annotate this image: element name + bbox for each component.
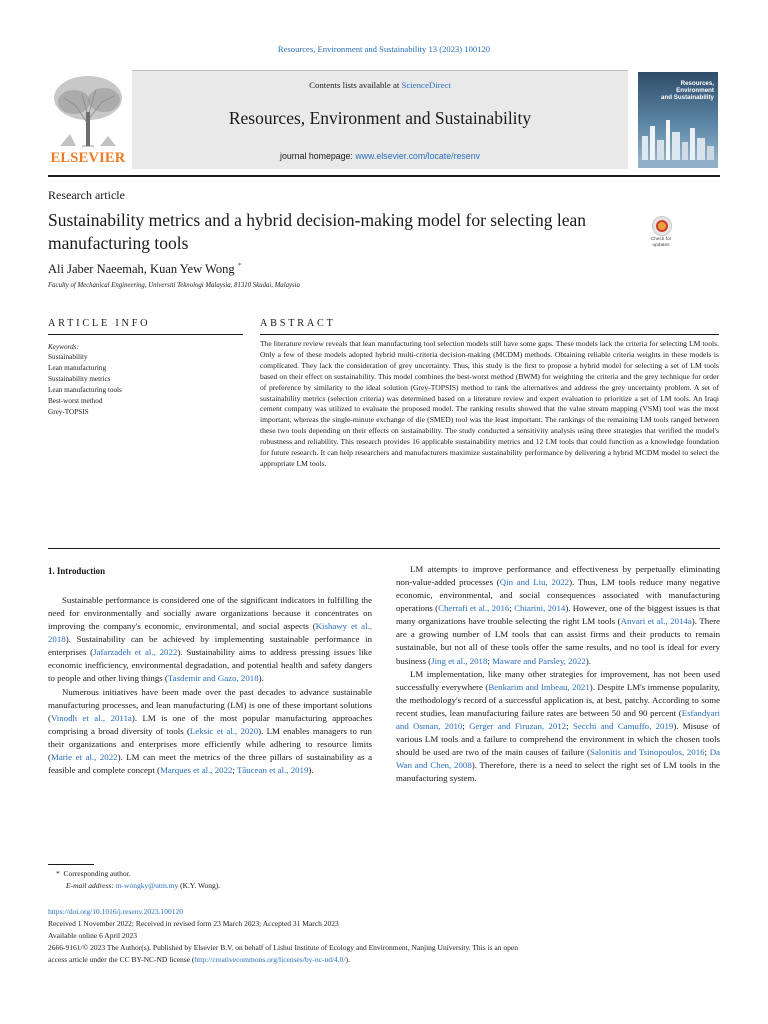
paragraph-text: Numerous initiatives have been made over the past decades to advance sustainable manufacturing processes, and lean manufacturing (LM) is one of these important solutions (	[48, 686, 372, 723]
paragraph-text: ;	[704, 747, 710, 758]
cover-title-line: and Sustainability	[661, 94, 714, 101]
cover-title-line: Environment	[676, 87, 714, 94]
header-rule	[48, 175, 720, 177]
citation-link[interactable]: Esfandyari and Osman, 2010	[396, 707, 720, 731]
corresponding-author-note: Corresponding author.	[63, 869, 131, 878]
author-list	[48, 261, 242, 277]
cover-skyline	[638, 112, 718, 168]
citation-link[interactable]: Salonitis and Tsinopoulos, 2016	[589, 747, 705, 758]
journal-cover-image[interactable]	[638, 72, 718, 168]
email-label: E-mail address:	[66, 881, 114, 890]
paragraph-text: ). Sustainability aims to address pressing issues like economic inefficiency, environmental degradation, and potential health and safety dangers to people and other living things (	[48, 647, 373, 684]
updates-icon	[652, 216, 672, 236]
citation-link[interactable]: Jing et al., 2018	[431, 655, 488, 666]
article-title: Sustainability metrics and a hybrid decision-making model for selecting lean manufacturing tools	[48, 210, 586, 253]
license-line-2	[48, 955, 350, 964]
paragraph-text: ). Despite LM's immense popularity, the methodology's record of a successful application is, at best, patchy. According to some recent studies, lean manufacturing failure rates are between 50 and 90 percent (	[396, 681, 720, 718]
keyword-item: Best-worst method	[48, 397, 103, 405]
paragraph-text: Sustainable performance is considered one of the significant indicators in fulfilling the need for environmentally and socially aware organizations because it concentrates on improving the company's economic, environmental, and social aspects (	[48, 595, 372, 632]
journal-reference[interactable]: Resources, Environment and Sustainability 13 (2023) 100120	[277, 44, 491, 54]
footnote-corresponding	[56, 869, 131, 878]
paragraph-text: ). LM can meet the metrics of the three pillars of sustainability as a feasible and complete concept (	[48, 751, 373, 776]
contents-lists-line	[132, 80, 628, 90]
paragraph-text: ). Therefore, there is a need to select the right set of LM tools in the manufacturing system.	[396, 760, 720, 784]
abstract-heading: ABSTRACT	[260, 318, 336, 329]
doi-link[interactable]: https://doi.org/10.1016/j.resenv.2023.100120	[48, 907, 183, 916]
intro-left-column	[48, 594, 372, 777]
available-online: Available online 6 April 2023	[48, 931, 138, 940]
check-for-updates-badge[interactable]	[646, 214, 676, 254]
keyword-item: Grey-TOPSIS	[48, 408, 89, 416]
citation-link[interactable]: Benkarim and Imbeau, 2021	[488, 681, 590, 692]
citation-link[interactable]: Gerger and Firuzan, 2012	[469, 720, 567, 731]
corresponding-author-mark[interactable]: *	[237, 261, 242, 270]
paragraph-text: ).	[585, 655, 591, 666]
paragraph	[396, 563, 720, 668]
sciencedirect-link[interactable]: ScienceDirect	[401, 80, 451, 90]
section-heading-introduction: 1. Introduction	[48, 566, 106, 576]
paragraph-text: LM attempts to improve performance and effectiveness by perpetually eliminating non-value-added processes (	[396, 564, 720, 588]
citation-link[interactable]: Da Wan and Chen, 2008	[396, 747, 720, 771]
citation-link[interactable]: Secchi and Camuffo, 2019	[572, 720, 674, 731]
paragraph-text: ). However, one of the biggest issues is that many organizations have trouble selecting the right LM tools (	[396, 603, 720, 627]
paragraph-text: ). Sustainability can be achieved by implementing sustainable performance in enterprises (	[48, 634, 372, 658]
paragraph-text: ;	[232, 765, 237, 776]
bookmark-icon	[658, 222, 666, 230]
paragraph-text: ).	[258, 673, 264, 684]
license-suffix: ).	[345, 955, 350, 964]
citation-link[interactable]: Chiarini, 2014	[514, 603, 566, 614]
citation-link[interactable]: Tăucean et al., 2019	[236, 765, 309, 776]
abstract-text: The literature review reveals that lean manufacturing tool selection models still have some gaps. These models lack the criteria for selecting LM tools. Only a few of these models adopted hybrid multi-criteria decision-making (MCDM) methods. Obtaining reliable criteria weights in these models is complicated. They lack the consideration of grey uncertainty. Thus, this study is the first to propose a hybrid model for selecting a set of LM tools based on their effect on sustainability. This model combines the best-worst method (BWM) for weighting the criteria and the grey technique for order of preference by similarity to the ideal solution (Grey-TOPSIS) method to rank the alternatives and address the grey uncertainty problem. A set of sustainability metrics (selection criteria) was determined based on a literature review and expert evaluation to prioritize a set of LM tools. An Iraqi cement company was utilized to evaluate the proposed model. The ranking results showed that the value stream mapping (VSM) tool was the most important, whereas the single-minute exchange of die (SMED) tool was the least important. The rankings of the remaining LM tools ranged between these two tools depending on their effects on sustainability. The study conducted a sensitivity analysis using three strategies that verified the model's robustness and reliability. This research provides 16 applicable sustainability metrics and 12 LM tools that could function as a knowledge foundation for future research. It can help researchers and manufacturers maximize sustainability performance by delivering a hybrid MCDM model to select the appropriate LM tools.	[260, 339, 719, 468]
license-line-1: 2666-9161/© 2023 The Author(s). Published by Elsevier B.V. on behalf of Lishui Institute of Ecology and Environment, Nanjing University. This is an open	[48, 943, 518, 952]
article-type: Research article	[48, 188, 125, 202]
abstract-rule-bottom	[48, 548, 720, 549]
license-link[interactable]: http://creativecommons.org/licenses/by-nc-nd/4.0/	[194, 955, 346, 964]
contents-prefix: Contents lists available at	[309, 80, 402, 90]
intro-right-column	[396, 563, 720, 785]
paragraph-text: ). Misuse of various LM tools and a failure to comprehend the environment in which the chosen tools should be used are two of the main causes of failure (	[396, 720, 720, 758]
abstract-rule-top	[260, 334, 719, 335]
homepage-prefix: journal homepage:	[279, 151, 356, 161]
paragraph-text: ). LM is one of the most popular manufacturing approaches comprising a broad diversity of tools (	[48, 712, 373, 736]
footnote-rule	[48, 864, 94, 865]
keyword-item: Sustainability metrics	[48, 375, 111, 383]
citation-link[interactable]: Maware and Parsley, 2022	[492, 655, 586, 666]
journal-name: Resources, Environment and Sustainability	[228, 108, 532, 128]
keyword-item: Lean manufacturing	[48, 364, 107, 372]
citation-link[interactable]: Kishawy et al., 2018	[48, 621, 372, 645]
citation-link[interactable]: Marques et al., 2022	[159, 765, 233, 776]
homepage-link[interactable]: www.elsevier.com/locate/resenv	[355, 151, 480, 161]
email-suffix: (K.Y. Wong).	[180, 881, 221, 890]
badge-line2: updates	[652, 242, 670, 248]
keyword-item: Sustainability	[48, 353, 88, 361]
paragraph-text: ;	[566, 720, 573, 731]
citation-link[interactable]: Jafarzadeh et al., 2022	[93, 647, 178, 658]
paragraph	[396, 668, 720, 786]
citation-link[interactable]: Vinodh et al., 2011a	[50, 712, 132, 723]
citation-link[interactable]: Anvari et al., 2014a	[620, 616, 692, 627]
badge-line1: Check for	[650, 237, 672, 242]
paragraph-text: ). LM enables managers to run their organizations and enterprises more efficiently while adhering to resource limits (	[48, 725, 372, 762]
citation-link[interactable]: Leksic et al., 2020	[189, 725, 259, 736]
paragraph	[48, 686, 372, 778]
paragraph-text: ).	[308, 765, 314, 776]
paragraph-text: ;	[487, 655, 493, 666]
journal-homepage-line	[132, 151, 628, 161]
footnote-email	[66, 881, 220, 890]
badge-label	[646, 237, 676, 248]
received-dates: Received 1 November 2022; Received in revised form 23 March 2023; Accepted 31 March 2023	[48, 919, 339, 928]
article-info-heading: ARTICLE INFO	[48, 318, 151, 329]
citation-link[interactable]: Cherrafi et al., 2016	[438, 603, 510, 614]
citation-link[interactable]: Qin and Liu, 2022	[499, 577, 570, 588]
keywords-label: Keywords:	[48, 343, 79, 351]
authors-names[interactable]: Ali Jaber Naeemah, Kuan Yew Wong	[48, 262, 235, 277]
paragraph-text: ;	[462, 720, 470, 731]
cover-title	[642, 80, 714, 101]
paragraph-text: ). There are a growing number of LM tools that can assist firms and their products to remain sustainable, but not all of these tools offer the same results, and no tool is ideal for every business (	[396, 616, 720, 666]
paragraph-text: ). Thus, LM tools reduce many negative economic, environmental, and social consequences associated with manufacturing operations (	[396, 577, 720, 614]
paragraph	[48, 594, 372, 686]
paragraph-text: LM implementation, like many other strategies for improvement, has not been used successfully everywhere (	[396, 668, 720, 692]
affiliation: Faculty of Mechanical Engineering, Universiti Teknologi Malaysia, 81310 Skudai, Malaysia	[48, 282, 300, 289]
license-prefix: access article under the CC BY-NC-ND license (	[48, 955, 195, 964]
cover-title-line: Resources,	[680, 80, 714, 87]
paragraph-text: ;	[509, 603, 515, 614]
keyword-item: Lean manufacturing tools	[48, 386, 122, 394]
email-link[interactable]: m-wongky@utm.my	[115, 881, 179, 890]
citation-link[interactable]: Marie et al., 2022	[50, 751, 118, 762]
article-info-rule	[48, 334, 243, 335]
footnote-mark: *	[56, 869, 60, 878]
publisher-wordmark: ELSEVIER	[50, 150, 126, 166]
citation-link[interactable]: Tasdemir and Gazo, 2018	[167, 673, 259, 684]
